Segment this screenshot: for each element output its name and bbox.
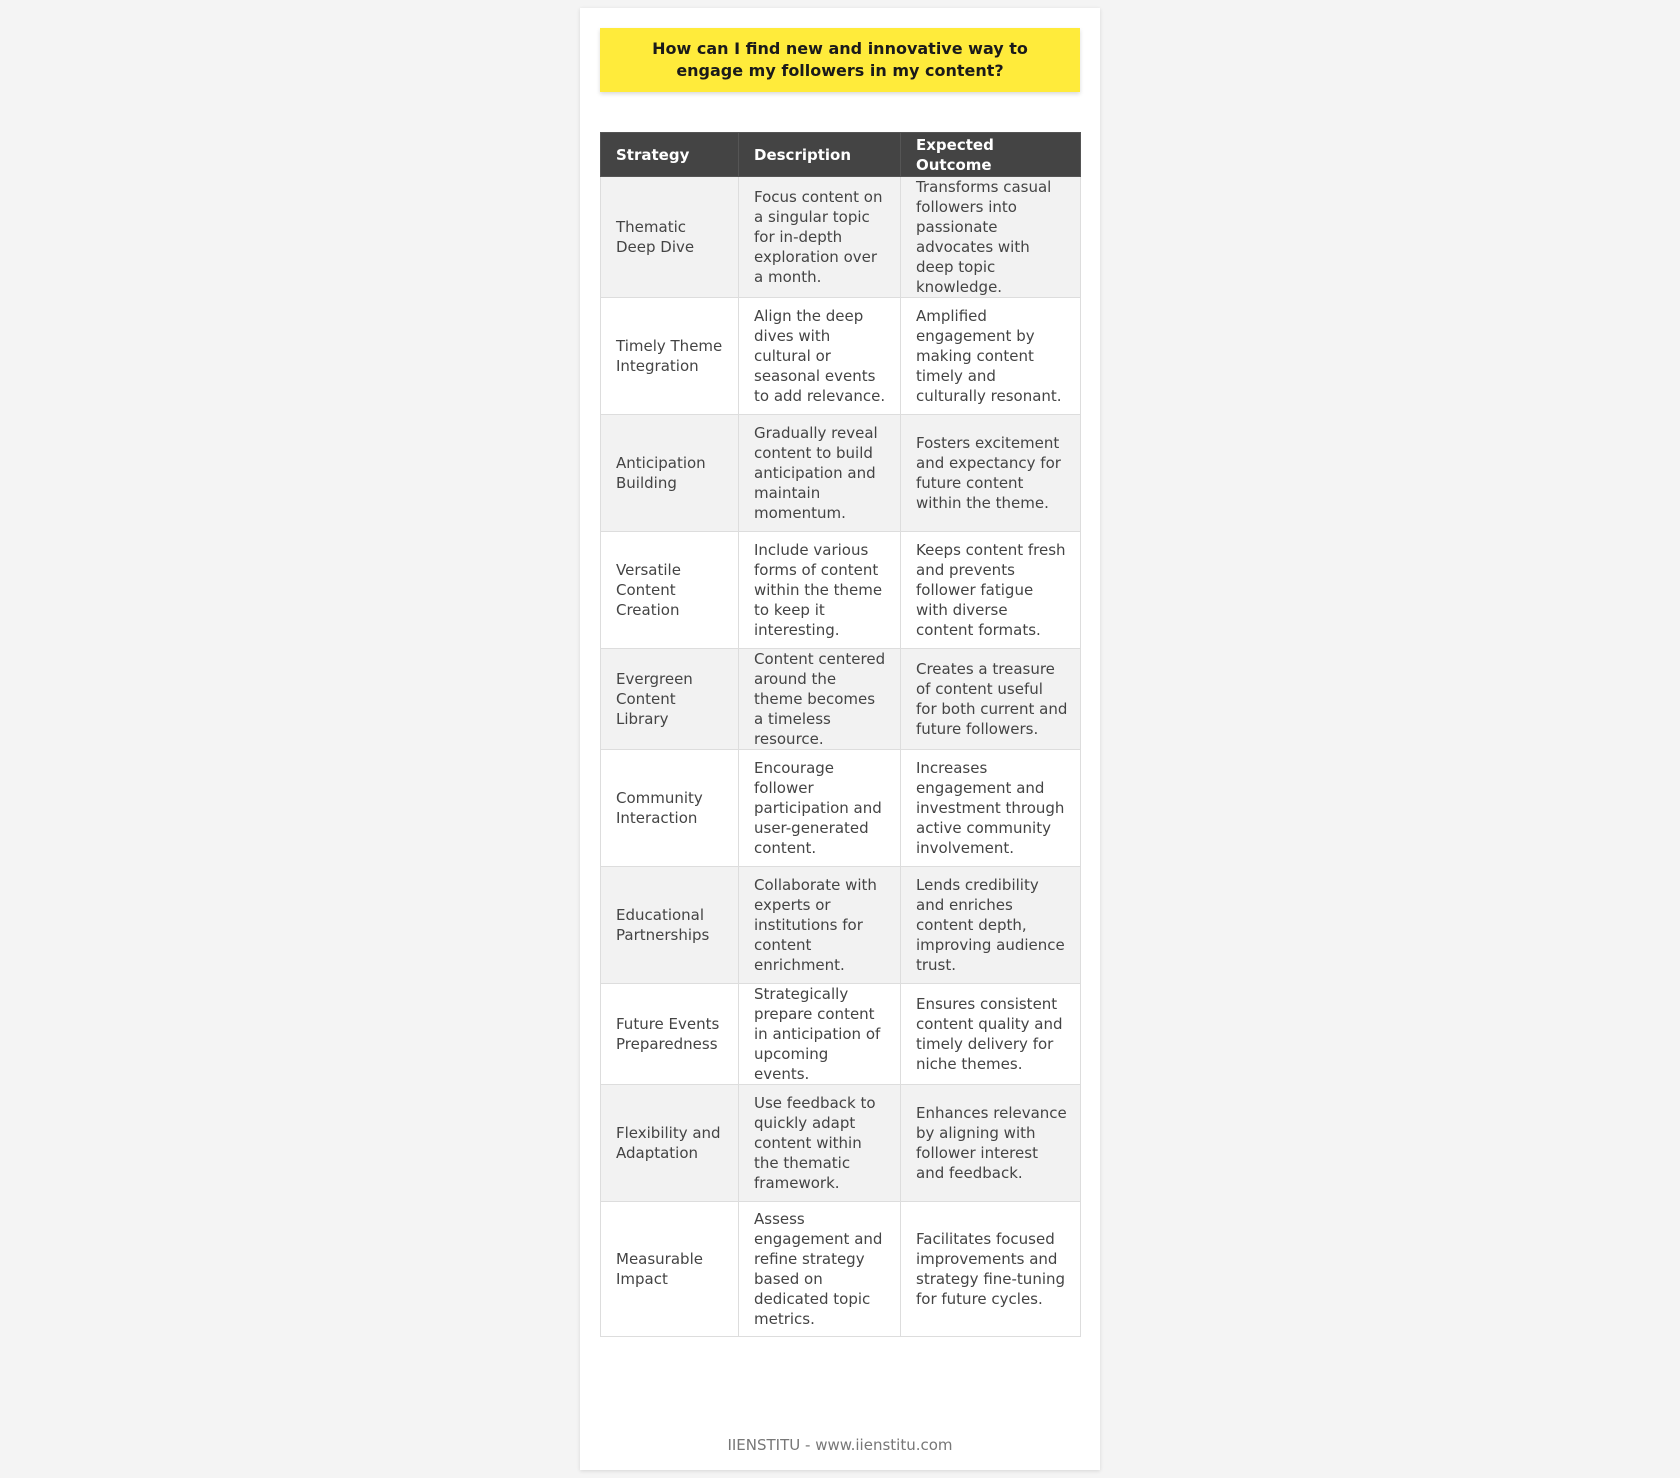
table-row	[601, 177, 1081, 298]
page-title: How can I find new and innovative way to engage my followers in my content?	[652, 39, 1028, 80]
table-row	[601, 649, 1081, 750]
description-cell: Strategically prepare content in anticipation of upcoming events.	[739, 984, 901, 1085]
table-row	[601, 1085, 1081, 1202]
description-cell: Encourage follower participation and user-generated content.	[739, 750, 901, 867]
column-header-strategy: Strategy	[601, 133, 739, 177]
strategy-cell: Educational Partnerships	[601, 867, 739, 984]
column-header-outcome: Expected Outcome	[901, 133, 1081, 177]
table-row	[601, 298, 1081, 415]
content-card	[580, 8, 1100, 1470]
outcome-cell: Fosters excitement and expectancy for future content within the theme.	[901, 415, 1081, 532]
outcome-cell: Increases engagement and investment through active community involvement.	[901, 750, 1081, 867]
table-row	[601, 984, 1081, 1085]
description-cell: Assess engagement and refine strategy based on dedicated topic metrics.	[739, 1202, 901, 1337]
description-cell: Content centered around the theme becomes a timeless resource.	[739, 649, 901, 750]
description-cell: Include various forms of content within the theme to keep it interesting.	[739, 532, 901, 649]
outcome-cell: Keeps content fresh and prevents follower fatigue with diverse content formats.	[901, 532, 1081, 649]
description-cell: Collaborate with experts or institutions for content enrichment.	[739, 867, 901, 984]
description-cell: Focus content on a singular topic for in-depth exploration over a month.	[739, 177, 901, 298]
strategy-cell: Community Interaction	[601, 750, 739, 867]
column-header-description: Description	[739, 133, 901, 177]
table-header-row	[601, 133, 1081, 177]
strategy-cell: Measurable Impact	[601, 1202, 739, 1337]
footer-credit: IIENSTITU - www.iienstitu.com	[727, 1436, 953, 1454]
outcome-cell: Ensures consistent content quality and timely delivery for niche themes.	[901, 984, 1081, 1085]
outcome-cell: Creates a treasure of content useful for both current and future followers.	[901, 649, 1081, 750]
description-cell: Align the deep dives with cultural or seasonal events to add relevance.	[739, 298, 901, 415]
strategy-cell: Flexibility and Adaptation	[601, 1085, 739, 1202]
question-banner	[600, 28, 1080, 92]
outcome-cell: Amplified engagement by making content timely and culturally resonant.	[901, 298, 1081, 415]
table-row	[601, 415, 1081, 532]
strategy-cell: Future Events Preparedness	[601, 984, 739, 1085]
strategy-cell: Anticipation Building	[601, 415, 739, 532]
table-row	[601, 750, 1081, 867]
strategy-cell: Timely Theme Integration	[601, 298, 739, 415]
outcome-cell: Enhances relevance by aligning with follower interest and feedback.	[901, 1085, 1081, 1202]
outcome-cell: Facilitates focused improvements and strategy fine-tuning for future cycles.	[901, 1202, 1081, 1337]
strategy-cell: Evergreen Content Library	[601, 649, 739, 750]
strategy-cell: Versatile Content Creation	[601, 532, 739, 649]
table-row	[601, 1202, 1081, 1337]
outcome-cell: Lends credibility and enriches content depth, improving audience trust.	[901, 867, 1081, 984]
table-row	[601, 867, 1081, 984]
description-cell: Gradually reveal content to build anticipation and maintain momentum.	[739, 415, 901, 532]
outcome-cell: Transforms casual followers into passionate advocates with deep topic knowledge.	[901, 177, 1081, 298]
description-cell: Use feedback to quickly adapt content within the thematic framework.	[739, 1085, 901, 1202]
strategy-table	[600, 132, 1081, 1337]
table-row	[601, 532, 1081, 649]
strategy-cell: Thematic Deep Dive	[601, 177, 739, 298]
